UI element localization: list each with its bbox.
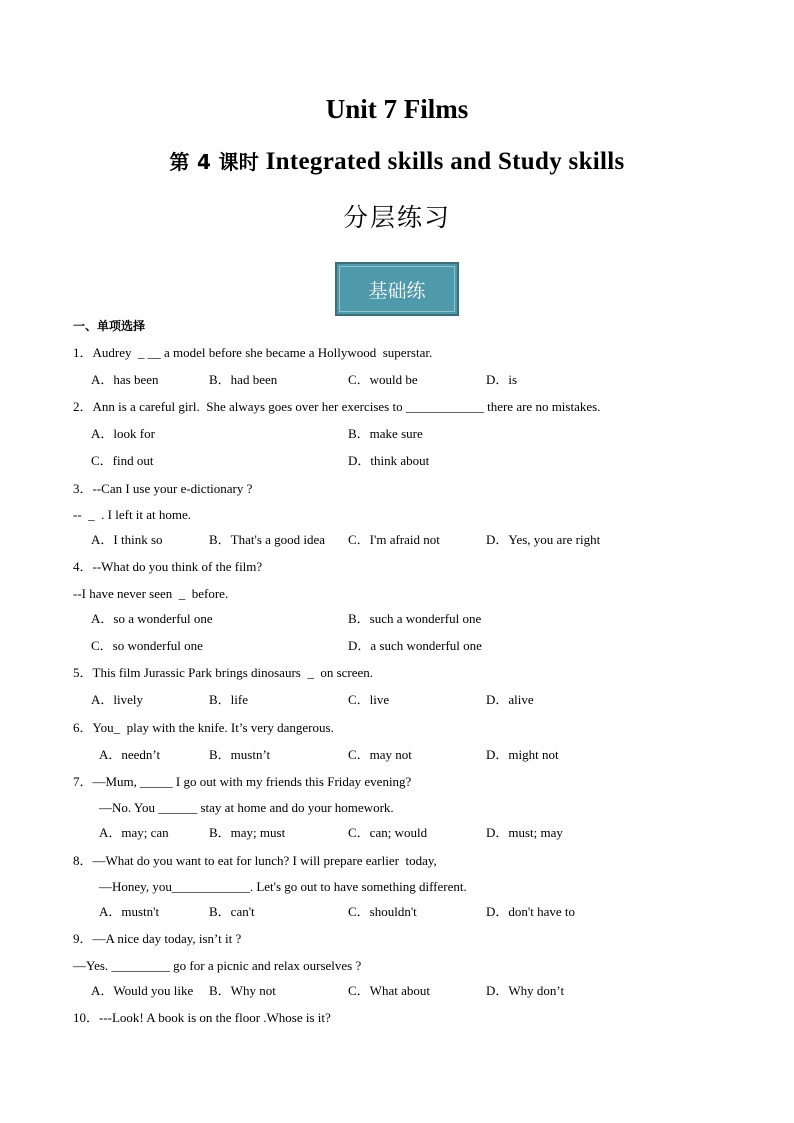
option-c: C．would be	[348, 372, 418, 387]
option-b: B．such a wonderful one	[348, 611, 482, 626]
question-stem: 10．---Look! A book is on the floor .Whose is it?	[73, 1010, 331, 1025]
option-a: A．mustn't	[99, 904, 160, 919]
question-response-line: --I have never seen _ before.	[73, 586, 229, 601]
question-stem: 6．You_ play with the knife. It’s very dangerous.	[73, 720, 334, 735]
option-b: B．life	[209, 692, 248, 707]
option-a: A．look for	[91, 426, 155, 441]
question-response-line: —Honey, you____________. Let's go out to have something different.	[99, 879, 467, 894]
question-stem: 3．--Can I use your e-dictionary ?	[73, 481, 253, 496]
option-d: D．Why don’t	[486, 983, 565, 998]
question-stem: 7．—Mum, _____ I go out with my friends this Friday evening?	[73, 774, 412, 789]
option-c: C．live	[348, 692, 390, 707]
option-b: B．That's a good idea	[209, 532, 326, 547]
option-c: C．may not	[348, 747, 412, 762]
option-a: A．I think so	[91, 532, 163, 547]
option-d: D．might not	[486, 747, 559, 762]
option-d: D．a such wonderful one	[348, 638, 482, 653]
option-a: A．needn’t	[99, 747, 161, 762]
question-response-line: —No. You ______ stay at home and do your homework.	[99, 800, 394, 815]
option-b: B．may; must	[209, 825, 286, 840]
question-stem: 8．—What do you want to eat for lunch? I will prepare earlier today,	[73, 853, 437, 868]
option-c: C．shouldn't	[348, 904, 417, 919]
lesson-prefix: 第 4 课时	[169, 150, 260, 174]
worksheet-subtitle: 分层练习	[342, 203, 451, 232]
option-a: A．so a wonderful one	[91, 611, 213, 626]
option-c: C．find out	[91, 453, 154, 468]
option-c: C．so wonderful one	[91, 638, 203, 653]
option-d: D．don't have to	[486, 904, 575, 919]
level-badge	[335, 262, 459, 316]
question-stem: 4．--What do you think of the film?	[73, 559, 263, 574]
lesson-name: Integrated skills and Study skills	[265, 148, 625, 175]
option-d: D．alive	[486, 692, 534, 707]
option-c: C．What about	[348, 983, 430, 998]
option-d: D．think about	[348, 453, 430, 468]
option-b: B．can't	[209, 904, 255, 919]
question-stem: 5．This film Jurassic Park brings dinosaurs _ on screen.	[73, 665, 374, 680]
question-stem: 1．Audrey _ __ a model before she became a Hollywood superstar.	[73, 345, 433, 360]
level-badge-label: 基础练	[368, 279, 426, 302]
unit-title: Unit 7 Films	[325, 94, 469, 124]
option-c: C．can; would	[348, 825, 428, 840]
option-d: D．is	[486, 372, 518, 387]
option-a: A．lively	[91, 692, 143, 707]
option-b: B．Why not	[209, 983, 276, 998]
section-heading: 一、单项选择	[73, 319, 146, 333]
option-a: A．has been	[91, 372, 159, 387]
option-b: B．had been	[209, 372, 278, 387]
question-response-line: —Yes. _________ go for a picnic and relax ourselves ?	[73, 958, 362, 973]
option-d: D．Yes, you are right	[486, 532, 601, 547]
question-stem: 2．Ann is a careful girl. She always goes over her exercises to ____________ there are no mistakes.	[73, 399, 601, 414]
option-b: B．mustn’t	[209, 747, 271, 762]
option-c: C．I'm afraid not	[348, 532, 440, 547]
option-b: B．make sure	[348, 426, 423, 441]
option-a: A．may; can	[99, 825, 169, 840]
option-a: A．Would you like	[91, 983, 194, 998]
lesson-title	[0, 146, 794, 176]
question-stem: 9．—A nice day today, isn’t it ?	[73, 931, 242, 946]
option-d: D．must; may	[486, 825, 563, 840]
question-response-line: -- _ . I left it at home.	[73, 507, 192, 522]
